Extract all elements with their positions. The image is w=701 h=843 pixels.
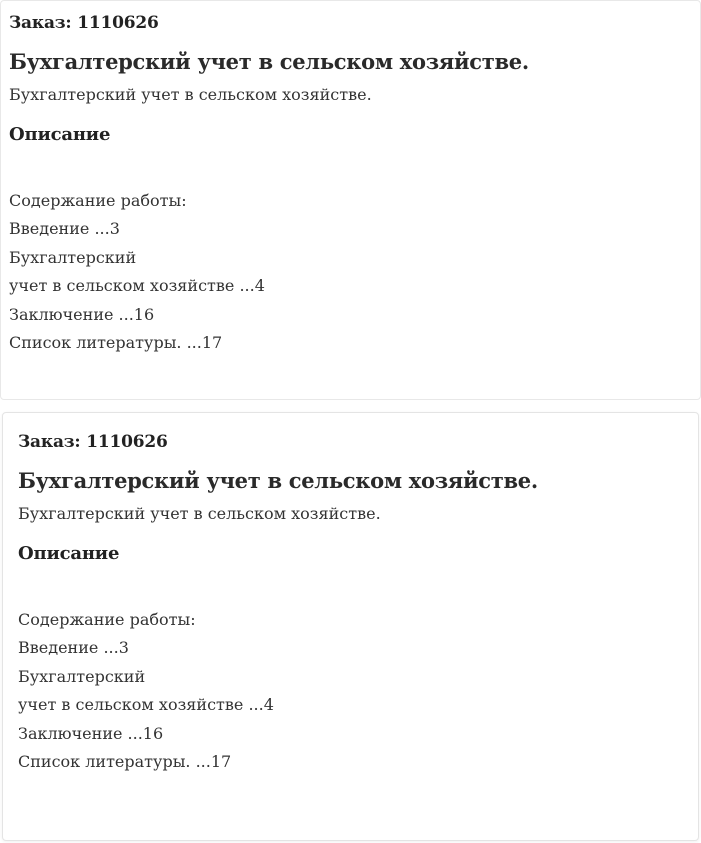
order-title: Бухгалтерский учет в сельском хозяйстве. <box>9 49 529 74</box>
description-line: Бухгалтерский <box>18 666 146 686</box>
order-subtitle: Бухгалтерский учет в сельском хозяйстве. <box>18 504 381 523</box>
order-number: Заказ: 1110626 <box>18 432 168 452</box>
order-title: Бухгалтерский учет в сельском хозяйстве. <box>18 468 538 493</box>
order-card-content <box>9 11 529 357</box>
description-line: Введение ...3 <box>18 638 129 658</box>
description-line: учет в сельском хозяйстве ...4 <box>9 276 265 296</box>
description-heading: Описание <box>9 124 111 145</box>
description-line: Заключение ...16 <box>18 723 164 743</box>
order-card-duplicate <box>2 412 699 841</box>
description-line: Заключение ...16 <box>9 304 155 324</box>
order-subtitle: Бухгалтерский учет в сельском хозяйстве. <box>9 85 372 104</box>
description-line: Содержание работы: <box>18 610 196 629</box>
description-line: Введение ...3 <box>9 219 120 239</box>
order-number: Заказ: 1110626 <box>9 13 159 33</box>
description-contents <box>9 187 529 357</box>
description-line: учет в сельском хозяйстве ...4 <box>18 695 274 715</box>
order-card <box>0 0 701 400</box>
description-line: Список литературы. ...17 <box>9 333 223 353</box>
description-heading: Описание <box>18 543 120 564</box>
description-contents <box>18 606 538 776</box>
description-line: Содержание работы: <box>9 191 187 210</box>
description-line: Бухгалтерский <box>9 247 137 267</box>
order-card-content <box>18 430 538 776</box>
description-line: Список литературы. ...17 <box>18 752 232 772</box>
